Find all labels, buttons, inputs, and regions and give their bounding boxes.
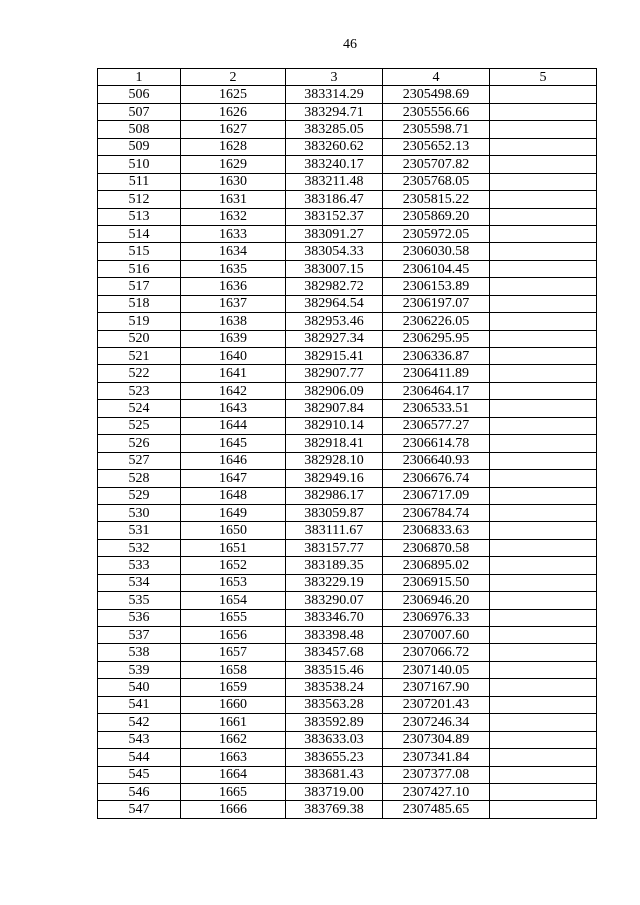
note-cell [490,470,597,487]
note-cell [490,435,597,452]
x-coordinate-cell: 383186.47 [286,191,383,208]
note-cell [490,452,597,469]
point-number-cell: 1641 [181,365,286,382]
point-number-cell: 1653 [181,574,286,591]
table-row [98,539,597,556]
row-number-cell: 526 [98,435,181,452]
table-row [98,487,597,504]
row-number-cell: 540 [98,679,181,696]
y-coordinate-cell: 2305972.05 [383,225,490,242]
y-coordinate-cell: 2305652.13 [383,138,490,155]
note-cell [490,783,597,800]
y-coordinate-cell: 2306153.89 [383,278,490,295]
row-number-cell: 510 [98,156,181,173]
point-number-cell: 1666 [181,801,286,818]
note-cell [490,191,597,208]
note-cell [490,330,597,347]
point-number-cell: 1658 [181,661,286,678]
note-cell [490,504,597,521]
note-cell [490,801,597,818]
table-row [98,609,597,626]
table-row [98,452,597,469]
note-cell [490,522,597,539]
row-number-cell: 506 [98,86,181,103]
point-number-cell: 1632 [181,208,286,225]
point-number-cell: 1634 [181,243,286,260]
note-cell [490,557,597,574]
row-number-cell: 522 [98,365,181,382]
x-coordinate-cell: 383054.33 [286,243,383,260]
row-number-cell: 529 [98,487,181,504]
x-coordinate-cell: 382927.34 [286,330,383,347]
note-cell [490,313,597,330]
x-coordinate-cell: 383229.19 [286,574,383,591]
point-number-cell: 1636 [181,278,286,295]
note-cell [490,661,597,678]
y-coordinate-cell: 2306614.78 [383,435,490,452]
note-cell [490,417,597,434]
x-coordinate-cell: 383189.35 [286,557,383,574]
table-header-row [98,69,597,86]
x-coordinate-cell: 383091.27 [286,225,383,242]
x-coordinate-cell: 383719.00 [286,783,383,800]
column-header-1: 1 [98,69,181,86]
y-coordinate-cell: 2305707.82 [383,156,490,173]
note-cell [490,86,597,103]
table-row [98,103,597,120]
y-coordinate-cell: 2307485.65 [383,801,490,818]
table-row [98,173,597,190]
note-cell [490,731,597,748]
column-header-5: 5 [490,69,597,86]
row-number-cell: 513 [98,208,181,225]
note-cell [490,644,597,661]
row-number-cell: 520 [98,330,181,347]
y-coordinate-cell: 2307246.34 [383,714,490,731]
note-cell [490,295,597,312]
x-coordinate-cell: 382953.46 [286,313,383,330]
x-coordinate-cell: 383152.37 [286,208,383,225]
point-number-cell: 1625 [181,86,286,103]
y-coordinate-cell: 2306030.58 [383,243,490,260]
point-number-cell: 1650 [181,522,286,539]
row-number-cell: 508 [98,121,181,138]
row-number-cell: 521 [98,348,181,365]
table-row [98,522,597,539]
point-number-cell: 1635 [181,260,286,277]
point-number-cell: 1646 [181,452,286,469]
table-row [98,208,597,225]
note-cell [490,382,597,399]
y-coordinate-cell: 2306577.27 [383,417,490,434]
point-number-cell: 1638 [181,313,286,330]
point-number-cell: 1649 [181,504,286,521]
row-number-cell: 537 [98,627,181,644]
point-number-cell: 1659 [181,679,286,696]
note-cell [490,208,597,225]
note-cell [490,278,597,295]
table-row [98,382,597,399]
x-coordinate-cell: 382906.09 [286,382,383,399]
table-row [98,783,597,800]
point-number-cell: 1651 [181,539,286,556]
note-cell [490,592,597,609]
y-coordinate-cell: 2307007.60 [383,627,490,644]
page-number: 46 [343,37,357,52]
y-coordinate-cell: 2306104.45 [383,260,490,277]
table-row [98,156,597,173]
table-row [98,470,597,487]
row-number-cell: 539 [98,661,181,678]
note-cell [490,749,597,766]
point-number-cell: 1661 [181,714,286,731]
y-coordinate-cell: 2307304.89 [383,731,490,748]
point-number-cell: 1660 [181,696,286,713]
point-number-cell: 1640 [181,348,286,365]
row-number-cell: 542 [98,714,181,731]
y-coordinate-cell: 2306833.63 [383,522,490,539]
x-coordinate-cell: 383111.67 [286,522,383,539]
note-cell [490,260,597,277]
x-coordinate-cell: 383157.77 [286,539,383,556]
x-coordinate-cell: 383240.17 [286,156,383,173]
y-coordinate-cell: 2306533.51 [383,400,490,417]
y-coordinate-cell: 2305598.71 [383,121,490,138]
point-number-cell: 1655 [181,609,286,626]
table-row [98,592,597,609]
x-coordinate-cell: 382982.72 [286,278,383,295]
y-coordinate-cell: 2307167.90 [383,679,490,696]
note-cell [490,714,597,731]
y-coordinate-cell: 2306295.95 [383,330,490,347]
table-row [98,243,597,260]
table-row [98,627,597,644]
x-coordinate-cell: 383592.89 [286,714,383,731]
table-row [98,400,597,417]
x-coordinate-cell: 383655.23 [286,749,383,766]
note-cell [490,574,597,591]
row-number-cell: 544 [98,749,181,766]
row-number-cell: 511 [98,173,181,190]
row-number-cell: 535 [98,592,181,609]
row-number-cell: 515 [98,243,181,260]
y-coordinate-cell: 2306411.89 [383,365,490,382]
y-coordinate-cell: 2306197.07 [383,295,490,312]
point-number-cell: 1626 [181,103,286,120]
y-coordinate-cell: 2305768.05 [383,173,490,190]
x-coordinate-cell: 382949.16 [286,470,383,487]
table-row [98,365,597,382]
row-number-cell: 533 [98,557,181,574]
table-row [98,417,597,434]
table-row [98,313,597,330]
x-coordinate-cell: 382907.77 [286,365,383,382]
table-row [98,644,597,661]
note-cell [490,348,597,365]
y-coordinate-cell: 2306784.74 [383,504,490,521]
x-coordinate-cell: 383515.46 [286,661,383,678]
row-number-cell: 518 [98,295,181,312]
table-row [98,696,597,713]
point-number-cell: 1637 [181,295,286,312]
table-row [98,574,597,591]
row-number-cell: 532 [98,539,181,556]
y-coordinate-cell: 2306464.17 [383,382,490,399]
note-cell [490,766,597,783]
y-coordinate-cell: 2306895.02 [383,557,490,574]
x-coordinate-cell: 382910.14 [286,417,383,434]
column-header-3: 3 [286,69,383,86]
table-row [98,138,597,155]
y-coordinate-cell: 2307066.72 [383,644,490,661]
note-cell [490,539,597,556]
note-cell [490,679,597,696]
row-number-cell: 541 [98,696,181,713]
table-row [98,260,597,277]
row-number-cell: 546 [98,783,181,800]
point-number-cell: 1665 [181,783,286,800]
x-coordinate-cell: 383457.68 [286,644,383,661]
point-number-cell: 1657 [181,644,286,661]
y-coordinate-cell: 2306946.20 [383,592,490,609]
y-coordinate-cell: 2307341.84 [383,749,490,766]
row-number-cell: 543 [98,731,181,748]
x-coordinate-cell: 382964.54 [286,295,383,312]
table-row [98,348,597,365]
table-row [98,679,597,696]
y-coordinate-cell: 2306336.87 [383,348,490,365]
row-number-cell: 528 [98,470,181,487]
table-row [98,435,597,452]
y-coordinate-cell: 2307377.08 [383,766,490,783]
point-number-cell: 1628 [181,138,286,155]
row-number-cell: 545 [98,766,181,783]
y-coordinate-cell: 2306640.93 [383,452,490,469]
row-number-cell: 519 [98,313,181,330]
note-cell [490,487,597,504]
point-number-cell: 1644 [181,417,286,434]
row-number-cell: 534 [98,574,181,591]
table-body [98,86,597,818]
note-cell [490,103,597,120]
note-cell [490,400,597,417]
table-row [98,661,597,678]
x-coordinate-cell: 383398.48 [286,627,383,644]
y-coordinate-cell: 2306976.33 [383,609,490,626]
y-coordinate-cell: 2306870.58 [383,539,490,556]
table-row [98,714,597,731]
point-number-cell: 1631 [181,191,286,208]
x-coordinate-cell: 383346.70 [286,609,383,626]
table-row [98,330,597,347]
row-number-cell: 524 [98,400,181,417]
x-coordinate-cell: 383681.43 [286,766,383,783]
y-coordinate-cell: 2306676.74 [383,470,490,487]
x-coordinate-cell: 383285.05 [286,121,383,138]
y-coordinate-cell: 2307140.05 [383,661,490,678]
note-cell [490,225,597,242]
x-coordinate-cell: 383314.29 [286,86,383,103]
y-coordinate-cell: 2306226.05 [383,313,490,330]
y-coordinate-cell: 2307427.10 [383,783,490,800]
note-cell [490,696,597,713]
row-number-cell: 530 [98,504,181,521]
table-row [98,504,597,521]
note-cell [490,138,597,155]
note-cell [490,627,597,644]
row-number-cell: 516 [98,260,181,277]
x-coordinate-cell: 383059.87 [286,504,383,521]
column-header-2: 2 [181,69,286,86]
table-row [98,191,597,208]
x-coordinate-cell: 382915.41 [286,348,383,365]
table-row [98,749,597,766]
row-number-cell: 512 [98,191,181,208]
point-number-cell: 1647 [181,470,286,487]
row-number-cell: 531 [98,522,181,539]
row-number-cell: 517 [98,278,181,295]
point-number-cell: 1664 [181,766,286,783]
table-row [98,86,597,103]
table-row [98,801,597,818]
x-coordinate-cell: 383007.15 [286,260,383,277]
table-row [98,766,597,783]
x-coordinate-cell: 383260.62 [286,138,383,155]
row-number-cell: 547 [98,801,181,818]
y-coordinate-cell: 2305498.69 [383,86,490,103]
table-row [98,278,597,295]
point-number-cell: 1656 [181,627,286,644]
y-coordinate-cell: 2305869.20 [383,208,490,225]
point-number-cell: 1630 [181,173,286,190]
point-number-cell: 1662 [181,731,286,748]
point-number-cell: 1663 [181,749,286,766]
x-coordinate-cell: 382918.41 [286,435,383,452]
table-row [98,295,597,312]
row-number-cell: 523 [98,382,181,399]
y-coordinate-cell: 2306915.50 [383,574,490,591]
point-number-cell: 1639 [181,330,286,347]
table-row [98,731,597,748]
point-number-cell: 1629 [181,156,286,173]
row-number-cell: 514 [98,225,181,242]
x-coordinate-cell: 383211.48 [286,173,383,190]
point-number-cell: 1633 [181,225,286,242]
point-number-cell: 1652 [181,557,286,574]
coordinates-table [97,68,597,819]
x-coordinate-cell: 382928.10 [286,452,383,469]
note-cell [490,121,597,138]
x-coordinate-cell: 383633.03 [286,731,383,748]
x-coordinate-cell: 383294.71 [286,103,383,120]
row-number-cell: 536 [98,609,181,626]
point-number-cell: 1654 [181,592,286,609]
table-row [98,121,597,138]
point-number-cell: 1627 [181,121,286,138]
x-coordinate-cell: 382986.17 [286,487,383,504]
point-number-cell: 1648 [181,487,286,504]
column-header-4: 4 [383,69,490,86]
y-coordinate-cell: 2305815.22 [383,191,490,208]
note-cell [490,365,597,382]
point-number-cell: 1642 [181,382,286,399]
note-cell [490,156,597,173]
note-cell [490,243,597,260]
note-cell [490,173,597,190]
x-coordinate-cell: 383769.38 [286,801,383,818]
y-coordinate-cell: 2305556.66 [383,103,490,120]
point-number-cell: 1643 [181,400,286,417]
table-row [98,557,597,574]
note-cell [490,609,597,626]
point-number-cell: 1645 [181,435,286,452]
row-number-cell: 525 [98,417,181,434]
x-coordinate-cell: 383290.07 [286,592,383,609]
x-coordinate-cell: 383538.24 [286,679,383,696]
row-number-cell: 507 [98,103,181,120]
row-number-cell: 538 [98,644,181,661]
y-coordinate-cell: 2306717.09 [383,487,490,504]
x-coordinate-cell: 383563.28 [286,696,383,713]
x-coordinate-cell: 382907.84 [286,400,383,417]
row-number-cell: 527 [98,452,181,469]
row-number-cell: 509 [98,138,181,155]
table-row [98,225,597,242]
y-coordinate-cell: 2307201.43 [383,696,490,713]
